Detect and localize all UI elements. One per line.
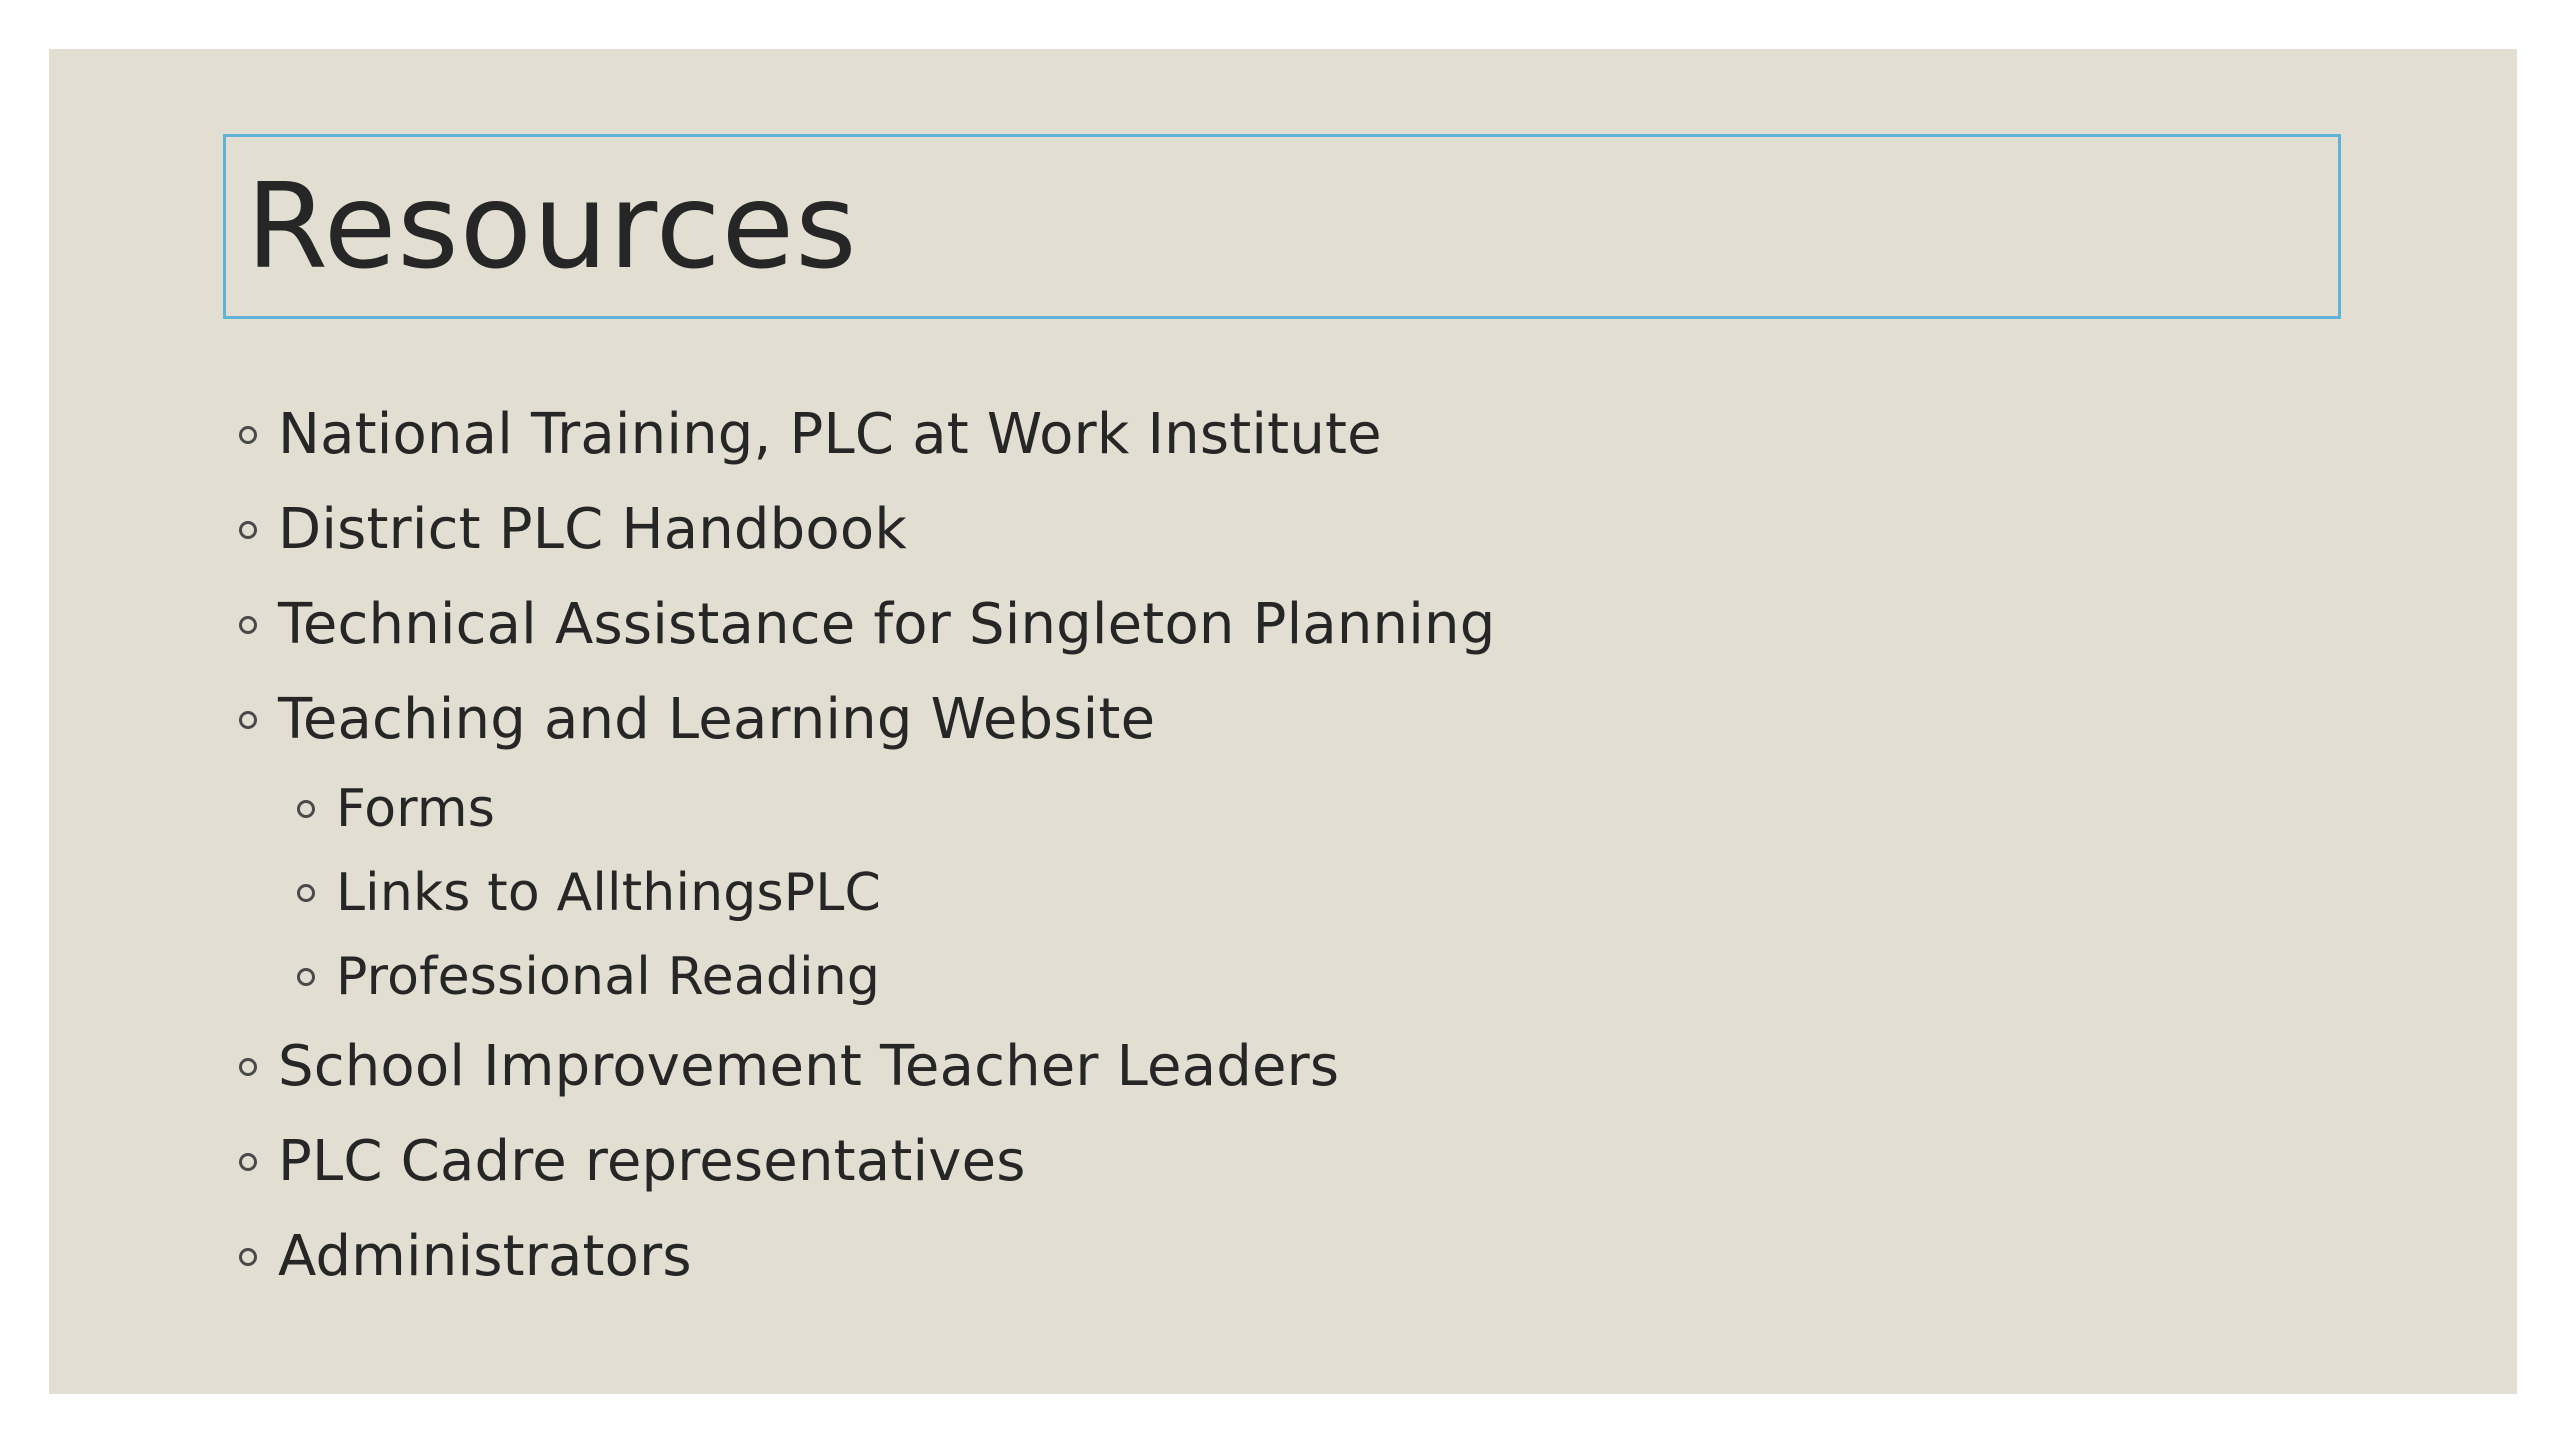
hollow-circle-bullet-icon: [239, 1153, 257, 1171]
list-item-text: Administrators: [278, 1224, 692, 1289]
slide-title: Resources: [246, 157, 858, 295]
hollow-circle-bullet-icon: [297, 968, 315, 986]
bullet-list[interactable]: [239, 387, 2339, 1304]
hollow-circle-bullet-icon: [239, 1058, 257, 1076]
hollow-circle-bullet-icon: [297, 800, 315, 818]
list-item: [239, 577, 2339, 672]
list-item: [239, 1019, 2339, 1114]
sub-list-item: [239, 935, 2339, 1019]
list-item-text: Technical Assistance for Singleton Planning: [278, 592, 1496, 657]
list-item-text: School Improvement Teacher Leaders: [278, 1034, 1340, 1099]
title-placeholder[interactable]: [223, 134, 2341, 319]
list-item: [239, 1114, 2339, 1209]
hollow-circle-bullet-icon: [239, 521, 257, 539]
list-item: [239, 482, 2339, 577]
sub-list-item-text: Professional Reading: [336, 947, 881, 1007]
list-item-text: Teaching and Learning Website: [278, 687, 1156, 752]
list-item-text: District PLC Handbook: [278, 497, 907, 562]
hollow-circle-bullet-icon: [239, 616, 257, 634]
hollow-circle-bullet-icon: [239, 1248, 257, 1266]
list-item: [239, 1209, 2339, 1304]
sub-list-item-text: Forms: [336, 779, 496, 839]
list-item: [239, 387, 2339, 482]
list-item-text: PLC Cadre representatives: [278, 1129, 1026, 1194]
hollow-circle-bullet-icon: [239, 711, 257, 729]
sub-list-item: [239, 767, 2339, 851]
sub-list-item: [239, 851, 2339, 935]
sub-list-item-text: Links to AllthingsPLC: [336, 863, 881, 923]
hollow-circle-bullet-icon: [239, 426, 257, 444]
slide: [49, 49, 2517, 1394]
hollow-circle-bullet-icon: [297, 884, 315, 902]
list-item: [239, 672, 2339, 767]
list-item-text: National Training, PLC at Work Institute: [278, 402, 1382, 467]
